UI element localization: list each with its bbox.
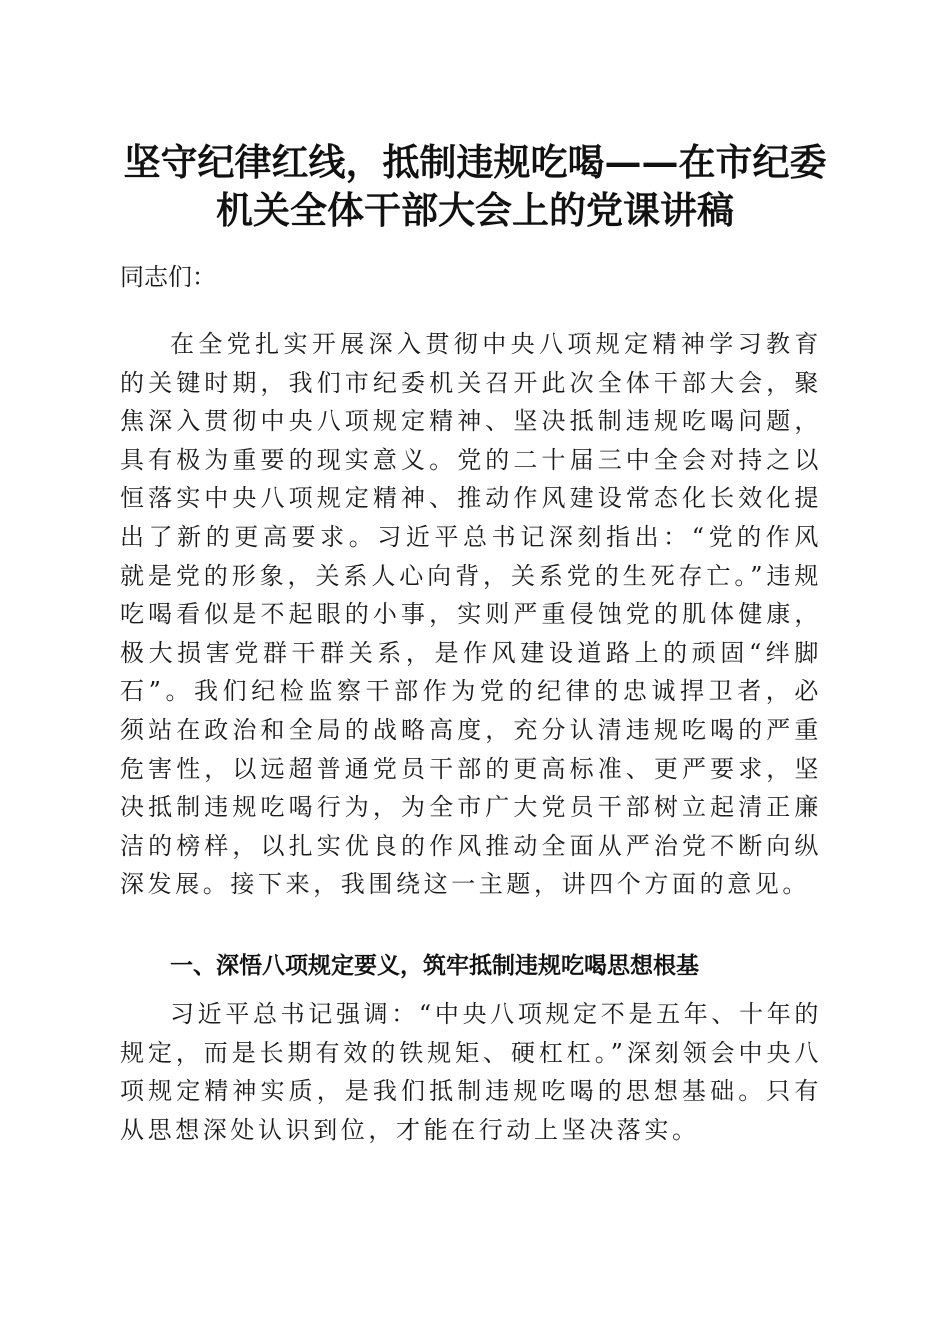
section-heading-1: 一、深悟八项规定要义，筑牢抵制违规吃喝思想根基 <box>170 953 699 979</box>
section-1-paragraph: 习近平总书记强调：“中央八项规定不是五年、十年的规定，而是长期有效的铁规矩、硬杠杠。”深刻领会中央八项规定精神实质，是我们抵制违规吃喝的思想基础。只有从思想深处认识到位，才能在行动上坚决落实。 <box>120 1000 822 1144</box>
salutation: 同志们： <box>120 263 216 291</box>
intro-paragraph: 在全党扎实开展深入贯彻中央八项规定精神学习教育的关键时期，我们市纪委机关召开此次全体干部大会，聚焦深入贯彻中央八项规定精神、坚决抵制违规吃喝问题，具有极为重要的现实意义。党的二十届三中全会对持之以恒落实中央八项规定精神、推动作风建设常态化长效化提出了新的更高要求。习近平总书记深刻指出：“党的作风就是党的形象，关系人心向背，关系党的生死存亡。”违规吃喝看似是不起眼的小事，实则严重侵蚀党的肌体健康，极大损害党群干群关系，是作风建设道路上的顽固“绊脚石”。我们纪检监察干部作为党的纪律的忠诚捍卫者，必须站在政治和全局的战略高度，充分认清违规吃喝的严重危害性，以远超普通党员干部的更高标准、更严要求，坚决抵制违规吃喝行为，为全市广大党员干部树立起清正廉洁的榜样，以扎实优良的作风推动全面从严治党不断向纵深发展。接下来，我围绕这一主题，讲四个方面的意见。 <box>120 330 822 899</box>
document-title: 坚守纪律红线，抵制违规吃喝——在市纪委机关全体干部大会上的党课讲稿 <box>123 140 827 232</box>
